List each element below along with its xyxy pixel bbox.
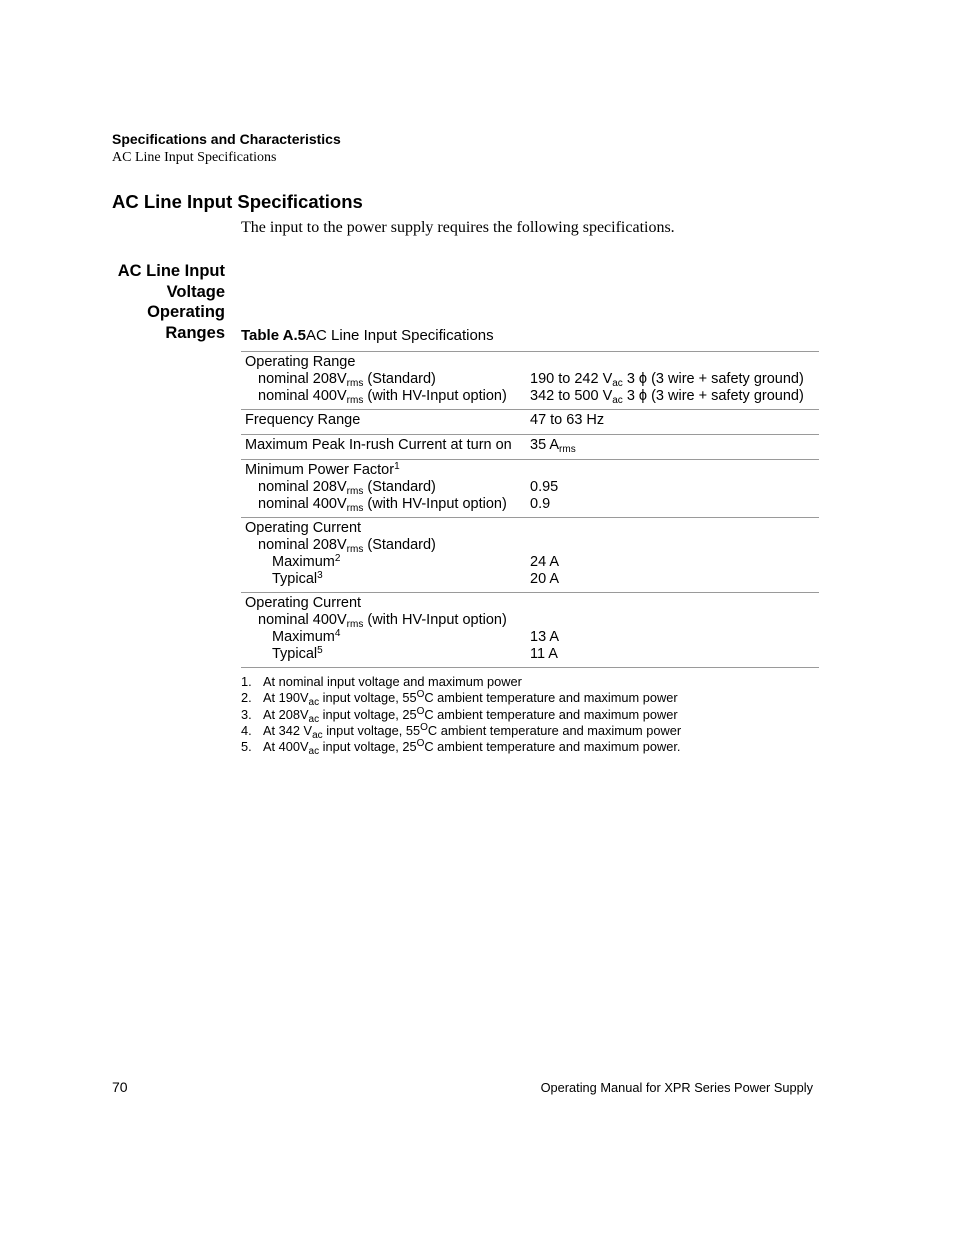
row-item: Typical$^5$ [272,645,323,662]
subsection-heading-line: Voltage [166,282,225,301]
footnote: 5. At $400V_{ac}$ input voltage, $25^OC$ ambient temperature and maximum power. [241,738,681,758]
subsection-heading-line: Operating [147,303,225,321]
row-value: 13 A [530,629,560,645]
table-cell-label [241,518,530,593]
footnote: 4. At 342 $V_{ac}$ input voltage, $55^OC$ ambient temperature and maximum power [241,721,682,741]
table-caption-label: Table A.5 [241,327,307,344]
row-value: 342 to 500 $V_{ac}$ 3 ϕ (3 wire + safety ground) [530,388,804,406]
footnote-ref: 3 [317,570,323,581]
row-item: Maximum$^2$ [272,553,341,570]
table-row [241,460,819,518]
row-subline: nominal $208V_{rms}$ (Standard) [258,537,436,555]
table-row [241,593,819,668]
table-cell-label [241,593,530,668]
table-row [241,435,819,460]
table-cell-label [241,352,530,410]
row-value: 20 A [530,571,560,587]
table-cell-label [241,460,530,518]
row-title: Operating Current [245,520,362,536]
row-value: 0.95 [530,479,559,495]
footnote-ref: 2 [334,553,341,564]
row-subline: nominal $400V_{rms}$ (with HV-Input option) [258,496,507,514]
row-value: 190 to 242 $V_{ac}$ 3 ϕ (3 wire + safety ground) [530,371,804,389]
table-row [241,352,819,410]
footnote: 2. At $190V_{ac}$ input voltage, $55^OC$ ambient temperature and maximum power [241,689,678,709]
table-row [241,518,819,593]
row-value: 11 A [530,646,558,662]
footnote: 1. At nominal input voltage and maximum power [241,674,522,689]
row-value: 24 A [530,554,560,570]
table-cell-label: Maximum Peak In-rush Current at turn on [245,437,512,453]
table-cell-label: Frequency Range [245,412,361,428]
page-number: 70 [112,1079,128,1095]
row-title: Operating Range [245,354,356,370]
row-item: Typical$^3$ [272,570,323,587]
footnote-ref: 4 [334,628,341,639]
row-value: 0.9 [530,496,551,512]
row-title: Minimum Power Factor$^1$ [245,461,400,478]
subsection-heading-line: Ranges [165,323,225,342]
footnote-ref: 1 [394,461,400,472]
table-row [241,410,819,435]
row-subline: nominal $400V_{rms}$ (with HV-Input option) [258,612,507,630]
table-cell-value [530,518,819,593]
table-cell-value [530,460,819,518]
footer-title: Operating Manual for XPR Series Power Supply [540,1080,813,1095]
footnote-ref: 5 [317,645,323,656]
table-cell-value [530,352,819,410]
table-caption [241,327,494,344]
subsection-heading [100,261,225,343]
table-cell-value: 47 to 63 Hz [530,412,605,428]
row-item: Maximum$^4$ [272,628,341,645]
intro-paragraph: The input to the power supply requires the following specifications. [241,219,675,236]
row-title: Operating Current [245,595,362,611]
footnote: 3. At $208V_{ac}$ input voltage, $25^OC$ ambient temperature and maximum power [241,705,678,725]
running-header-section: Specifications and Characteristics [112,131,341,147]
table-caption-text: AC Line Input Specifications [306,327,494,344]
running-header-subsection: AC Line Input Specifications [112,150,277,165]
row-subline: nominal $208V_{rms}$ (Standard) [258,371,436,389]
row-subline: nominal $208V_{rms}$ (Standard) [258,479,436,497]
section-heading: AC Line Input Specifications [112,191,363,212]
spec-table [241,351,819,668]
footnote-list [241,674,682,758]
row-subline: nominal $400V_{rms}$ (with HV-Input option) [258,388,507,406]
table-cell-value: 35 $A_{rms}$ [530,437,576,455]
subsection-heading-line: AC Line Input [117,262,225,280]
table-cell-value [530,593,819,668]
